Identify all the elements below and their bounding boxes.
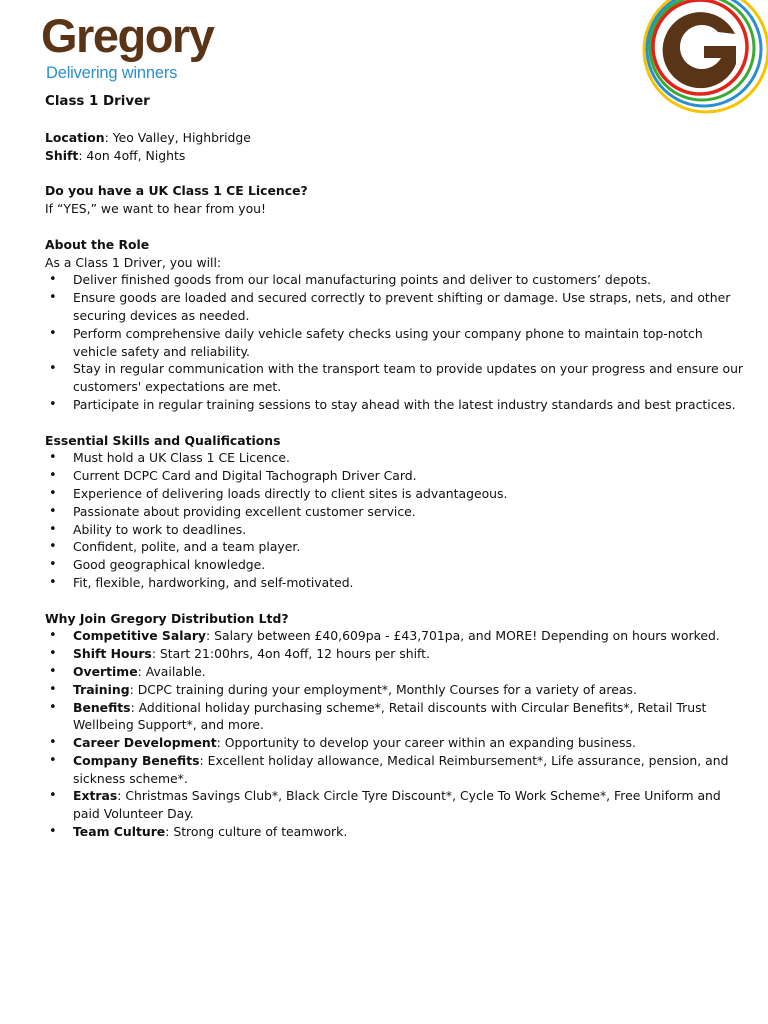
company-tagline: Delivering winners	[46, 64, 178, 82]
list-item: • Good geographical knowledge.	[45, 556, 745, 574]
shift-label: Shift	[45, 147, 79, 163]
licence-answer: If “YES,” we want to hear from you!	[45, 201, 266, 217]
list-item: • Deliver finished goods from our local manufacturing points and deliver to customers’ depots.	[45, 271, 745, 289]
list-item: • Participate in regular training sessions to stay ahead with the latest industry standards and best practices.	[45, 396, 745, 414]
benefit-text: : Excellent holiday allowance, Medical Reimbursement*, Life assurance, pension, and sickness scheme*.	[73, 752, 729, 786]
location-line	[45, 129, 745, 147]
list-item: • Must hold a UK Class 1 CE Licence.	[45, 449, 745, 467]
list-item	[45, 663, 745, 681]
location-value: : Yeo Valley, Highbridge	[104, 130, 251, 145]
job-title: Class 1 Driver	[45, 94, 150, 109]
list-item: • Fit, flexible, hardworking, and self-motivated.	[45, 574, 745, 592]
benefit-label: Career Development	[73, 735, 217, 751]
list-item: • Current DCPC Card and Digital Tachograph Driver Card.	[45, 467, 745, 485]
about-heading: About the Role	[45, 236, 150, 252]
list-item	[45, 787, 745, 823]
shift-line	[45, 147, 745, 165]
benefit-label: Overtime	[73, 663, 138, 679]
list-item: • Ensure goods are loaded and secured correctly to prevent shifting or damage. Use straps, nets, and other securing devices as needed.	[45, 289, 745, 325]
benefit-label: Team Culture	[73, 824, 166, 840]
job-document	[45, 93, 745, 841]
list-item: • Experience of delivering loads directly to client sites is advantageous.	[45, 485, 745, 503]
benefit-text: : Opportunity to develop your career within an expanding business.	[216, 735, 636, 751]
benefit-text: : Christmas Savings Club*, Black Circle Tyre Discount*, Cycle To Work Scheme*, Free Uniform and paid Volunteer Day.	[73, 788, 721, 822]
shift-value: : 4on 4off, Nights	[78, 147, 186, 163]
benefit-label: Benefits	[73, 699, 131, 715]
benefit-text: : Available.	[137, 663, 206, 679]
benefit-label: Training	[73, 681, 130, 697]
benefit-text: : Additional holiday purchasing scheme*, Retail discounts with Circular Benefits*, Retail Trust Wellbeing Support*, and more.	[73, 699, 707, 733]
benefit-label: Company Benefits	[73, 752, 200, 768]
why-heading: Why Join Gregory Distribution Ltd?	[45, 610, 289, 626]
list-item: • Passionate about providing excellent customer service.	[45, 503, 745, 521]
list-item	[45, 823, 745, 841]
benefit-text: : Salary between £40,609pa - £43,701pa, and MORE! Depending on hours worked.	[206, 628, 720, 644]
skills-list	[45, 449, 745, 591]
list-item	[45, 699, 745, 735]
list-item: • Ability to work to deadlines.	[45, 521, 745, 539]
about-list	[45, 271, 745, 413]
benefit-label: Shift Hours	[73, 646, 152, 662]
benefit-label: Extras	[73, 788, 118, 804]
list-item: • Stay in regular communication with the transport team to provide updates on your progress and ensure our customers' expectations are met.	[45, 360, 745, 396]
benefit-text: : Strong culture of teamwork.	[165, 824, 348, 840]
list-item	[45, 681, 745, 699]
benefit-text: : Start 21:00hrs, 4on 4off, 12 hours per shift.	[151, 646, 430, 662]
skills-heading: Essential Skills and Qualifications	[45, 432, 281, 448]
about-intro: As a Class 1 Driver, you will:	[45, 254, 222, 270]
location-label: Location	[45, 130, 105, 145]
benefit-label: Competitive Salary	[73, 628, 207, 644]
list-item	[45, 627, 745, 645]
list-item: • Confident, polite, and a team player.	[45, 538, 745, 556]
list-item	[45, 645, 745, 663]
why-list	[45, 627, 745, 841]
list-item: • Perform comprehensive daily vehicle safety checks using your company phone to maintain top-notch vehicle safety and reliability.	[45, 325, 745, 361]
list-item	[45, 734, 745, 752]
licence-question: Do you have a UK Class 1 CE Licence?	[45, 183, 308, 199]
company-logo-text: Gregory	[41, 9, 214, 62]
list-item	[45, 752, 745, 788]
benefit-text: : DCPC training during your employment*, Monthly Courses for a variety of areas.	[129, 681, 637, 697]
